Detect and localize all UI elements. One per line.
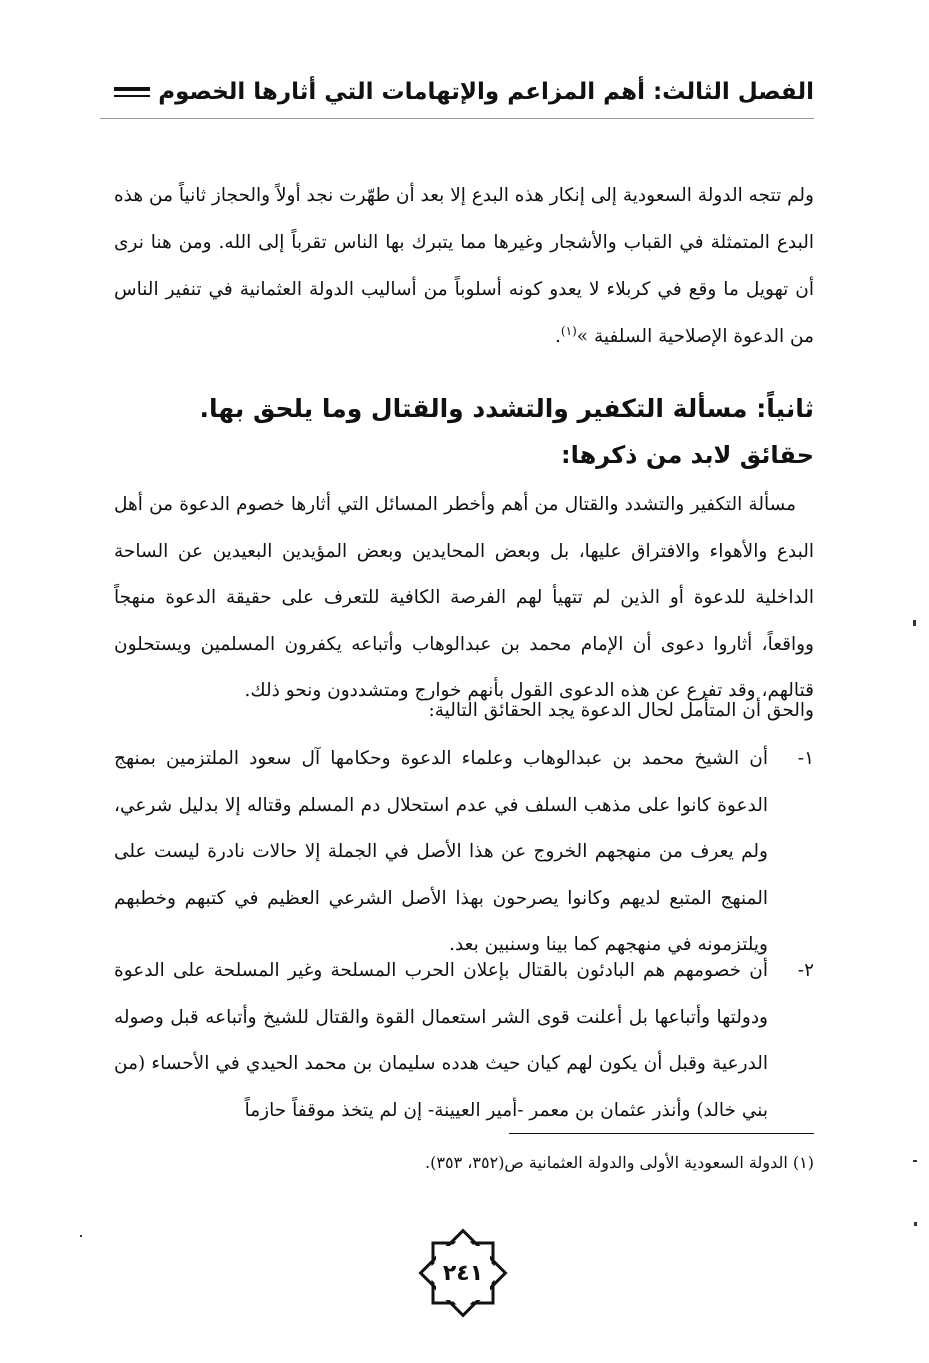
running-header — [114, 72, 814, 112]
list-item — [114, 948, 814, 1134]
chapter-title: الفصل الثالث: أهم المزاعم والإتهامات التي أثارها الخصوم — [158, 79, 814, 105]
list-item-text: أن الشيخ محمد بن عبدالوهاب وعلماء الدعوة وحكامها آل سعود الملتزمين بمنهج الدعوة كانوا على مذهب السلف في عدم استحلال دم المسلم وقتاله إلا بدليل شرعي، ولم يعرف من منهجهم الخروج عن هذا الأصل في الجملة إلا حالات نادرة ليست على المنهج المتبع لديهم وكانوا يصرحون بهذا الأصل الشرعي العظيم في كتبهم وخطبهم ويلتزمونه في منهجهم كما بينا وسنبين بعد. — [114, 748, 768, 955]
paragraph-2 — [114, 482, 814, 715]
page-number: ٢٤١ — [442, 1260, 484, 1286]
list-intro: والحق أن المتأمل لحال الدعوة يجد الحقائق التالية: — [428, 700, 814, 721]
header-rule — [114, 87, 150, 97]
section-heading: ثانياً: مسألة التكفير والتشدد والقتال وما يلحق بها. — [199, 394, 814, 423]
scan-mark — [913, 1160, 917, 1162]
paragraph-1-end: . — [555, 326, 561, 347]
footnote: (١) الدولة السعودية الأولى والدولة العثمانية ص(٣٥٢، ٣٥٣). — [425, 1153, 814, 1172]
section-subheading: حقائق لابد من ذكرها: — [561, 441, 814, 469]
scan-mark — [913, 620, 916, 626]
paragraph-2-text: مسألة التكفير والتشدد والقتال من أهم وأخطر المسائل التي أثارها خصوم الدعوة من أهل البدع والأهواء والافتراق عليها، بل وبعض المحايدين وبعض المؤيدين البعيدين عن الساحة الداخلية للدعوة أو الذين لم تتهيأ لهم الفرصة الكافية للتعرف على حقيقة الدعوة منهجاً وواقعاً، أثاروا دعوى أن الإمام محمد بن عبدالوهاب وأتباعه يكفرون المسلمين ويستحلون قتالهم، وقد تفرع عن هذه الدعوى القول بأنهم خوارج ومتشددون ونحو ذلك. — [114, 494, 814, 701]
list-item — [114, 736, 814, 969]
list-item-number: ٢- — [797, 960, 814, 981]
header-underline — [100, 118, 814, 119]
list-item-number: ١- — [797, 748, 814, 769]
paragraph-1 — [114, 172, 814, 360]
list-item-text: أن خصومهم هم البادئون بالقتال بإعلان الحرب المسلحة وغير المسلحة على الدعوة ودولتها وأتباعها بل أعلنت قوى الشر استعمال القوة والقتال للشيخ وأتباعه قبل وصوله الدرعية وقبل أن يكون لهم كيان حيث هدده سليمان بن محمد الحيدي في الأحساء (من بني خالد) وأنذر عثمان بن معمر -أمير العيينة- إن لم يتخذ موقفاً حازماً — [114, 960, 768, 1121]
scan-mark — [914, 1222, 917, 1226]
footnote-reference: (١) — [560, 323, 577, 338]
page-number-ornament — [408, 1218, 518, 1328]
scan-mark — [80, 1235, 82, 1237]
footnote-separator — [509, 1133, 814, 1134]
paragraph-1-text: ولم تتجه الدولة السعودية إلى إنكار هذه البدع إلا بعد أن طهّرت نجد أولاً والحجاز ثانياً من هذه البدع المتمثلة في القباب والأشجار وغيرها مما يتبرك بها الناس تقرباً إلى الله. ومن هنا نرى أن تهويل ما وقع في كربلاء لا يعدو كونه أسلوباً من أساليب الدولة العثمانية في تنفير الناس من الدعوة الإصلاحية السلفية » — [113, 185, 814, 347]
